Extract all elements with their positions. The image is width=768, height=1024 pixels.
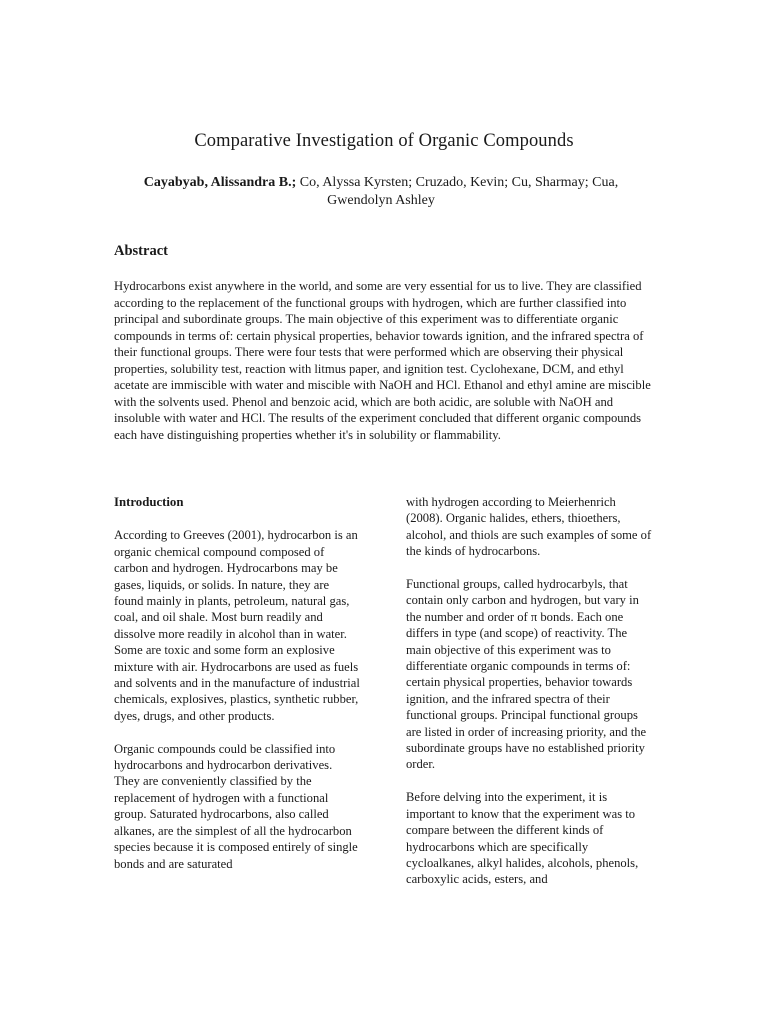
paper-title: Comparative Investigation of Organic Compounds bbox=[194, 131, 574, 151]
abstract-text: Hydrocarbons exist anywhere in the world, and some are very essential for us to live. They are classified according to the replacement of the functional groups with hydrogen, which are further classified into principal and subordinate groups. The main objective of this experiment was to differentiate organic compounds in terms of: certain physical properties, behavior towards ignition, and the infrared spectra of their functional groups. There were four tests that were performed which are observing their physical properties, solubility test, reaction with litmus paper, and ignition test. Cyclohexane, DCM, and ethyl acetate are immiscible with water and miscible with NaOH and HCl. Ethanol and ethyl amine are miscible with the solvents used. Phenol and benzoic acid, which are both acidic, are soluble with NaOH and insoluble with water and HCl. The results of the experiment concluded that different organic compounds each have distinguishing properties whether it's in solubility or flammability. bbox=[114, 279, 651, 442]
intro-paragraph-5: Before delving into the experiment, it is important to know that the experiment was to compare between the different kinds of hydrocarbons which are specifically cycloalkanes, alkyl halides, alcohols, phenols, carboxylic acids, esters, and bbox=[406, 790, 639, 887]
author-list bbox=[110, 174, 652, 210]
lead-author: Cayabyab, Alissandra B.; bbox=[143, 175, 297, 190]
intro-paragraph-4: Functional groups, called hydrocarbyls, that contain only carbon and hydrogen, but vary in the number and order of π bonds. Each one differs in type (and scope) of reactivity. The main objective of this experiment was to differentiate organic compounds in terms of: certain physical properties, behavior towards ignition, and the infrared spectra of their functional groups. Principal functional groups are listed in order of increasing priority, and the subordinate groups have no established priority order. bbox=[406, 577, 647, 772]
right-column bbox=[406, 494, 652, 904]
abstract-heading: Abstract bbox=[114, 243, 168, 259]
intro-paragraph-1: According to Greeves (2001), hydrocarbon is an organic chemical compound composed of carbon and hydrogen. Hydrocarbons may be gases, liquids, or solids. In nature, they are found mainly in plants, petroleum, natural gas, coal, and oil shale. Most burn readily and dissolve more readily in alcohol than in water. Some are toxic and some form an explosive mixture with air. Hydrocarbons are used as fuels and solvents and in the manufacture of industrial chemicals, explosives, plastics, synthetic rubber, dyes, drugs, and other products. bbox=[114, 528, 360, 723]
co-authors: Co, Alyssa Kyrsten; Cruzado, Kevin; Cu, Sharmay; Cua, Gwendolyn Ashley bbox=[296, 175, 619, 208]
left-column bbox=[114, 494, 360, 888]
introduction-heading: Introduction bbox=[114, 495, 184, 509]
intro-paragraph-3: with hydrogen according to Meierhenrich (2008). Organic halides, ethers, thioethers, alcohol, and thiols are such examples of some of the kinds of hydrocarbons. bbox=[406, 495, 652, 559]
intro-paragraph-2: Organic compounds could be classified into hydrocarbons and hydrocarbon derivatives. They are conveniently classified by the replacement of hydrogen with a functional group. Saturated hydrocarbons, also called alkanes, are the simplest of all the hydrocarbon species because it is composed entirely of single bonds and are saturated bbox=[114, 741, 358, 871]
